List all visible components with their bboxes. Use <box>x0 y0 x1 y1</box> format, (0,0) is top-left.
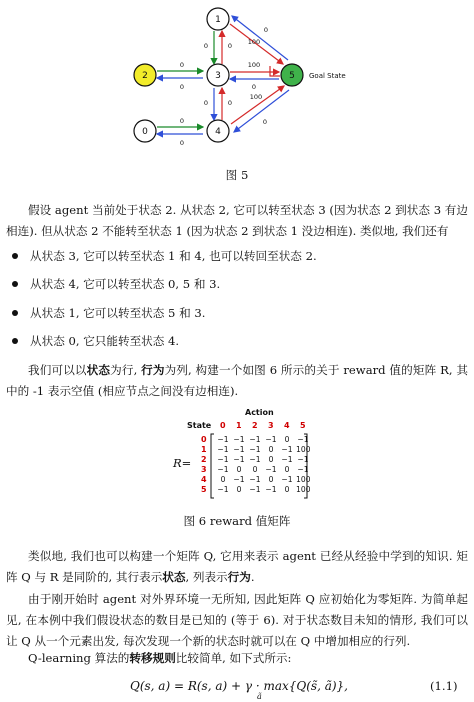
node-label-5: 5 <box>289 71 295 81</box>
bullet-item <box>12 333 179 349</box>
node-label-2: 2 <box>142 71 148 81</box>
matrix-row-label: 1 <box>201 445 207 454</box>
edge-label-3-5: 100 <box>247 61 261 69</box>
para3-text-e: . <box>250 570 255 584</box>
matrix-cell: −1 <box>233 455 245 464</box>
matrix-cell: −1 <box>297 465 309 474</box>
matrix-cell: −1 <box>281 455 293 464</box>
bullet-text: 从状态 0, 它只能转至状态 4. <box>30 334 180 348</box>
node-label-0: 0 <box>142 127 148 137</box>
bullet-item <box>12 276 220 292</box>
equation-number: (1.1) <box>430 679 458 693</box>
bullet-dot <box>12 281 18 287</box>
para5-text-a: Q-learning 算法的 <box>28 651 130 665</box>
para2-keyword-state: 状态 <box>86 363 111 377</box>
matrix-cell: −1 <box>265 435 277 444</box>
para3-keyword-action: 行为 <box>227 570 251 584</box>
matrix-col-label: 4 <box>284 421 290 430</box>
matrix-cell: −1 <box>233 445 245 454</box>
edge-label-4-0: 0 <box>179 139 185 147</box>
matrix-col-label: 2 <box>252 421 258 430</box>
edge-4-5 <box>231 86 284 124</box>
matrix-cell: 100 <box>296 445 311 454</box>
matrix-cell: −1 <box>217 485 229 494</box>
edge-label-5-3: 0 <box>251 83 257 91</box>
matrix-cell: 0 <box>236 485 242 494</box>
edge-label-5-4: 0 <box>262 118 268 126</box>
matrix-cell: −1 <box>249 435 261 444</box>
paragraph-5 <box>6 648 468 669</box>
matrix-cell: 0 <box>252 465 258 474</box>
paragraph-1-text: 假设 agent 当前处于状态 2. 从状态 2, 它可以转至状态 3 (因为状态 2 到状态 3 有边相连). 但从状态 2 不能转至状态 1 (因为状态 2 到状态 1 没边相连). 类似地, 我们还有 <box>6 203 468 238</box>
q-update-formula: Q(s, a) = R(s, a) + γ · max{Q(s̃, ã)}, <box>130 679 348 693</box>
matrix-row-label: 2 <box>201 455 207 464</box>
matrix-col-label: 1 <box>236 421 242 430</box>
paragraph-4-text: 由于刚开始时 agent 对外界环境一无所知, 因此矩阵 Q 应初始化为零矩阵. 为简单起见, 在本例中我们假设状态的数目是已知的 (等于 6). 对于状态数目未知的情形, 我们可以让 Q 从一个元素出发, 每次发现一个新的状态时就可以在 Q 中增加相应的行列. <box>6 592 468 648</box>
formula-subscript: ã <box>257 692 262 701</box>
matrix-cell: −1 <box>265 485 277 494</box>
state-header: State <box>187 421 212 430</box>
matrix-cell: 0 <box>284 485 290 494</box>
matrix-cell: −1 <box>249 445 261 454</box>
matrix-cell: −1 <box>217 465 229 474</box>
edge-label-0-4: 0 <box>179 117 185 125</box>
reward-matrix <box>0 404 474 504</box>
para2-text-a: 我们可以以 <box>28 363 87 377</box>
matrix-cell: 0 <box>284 465 290 474</box>
edge-label-3-4: 0 <box>203 99 209 107</box>
bullet-text: 从状态 3, 它可以转至状态 1 和 4, 也可以转回至状态 2. <box>30 249 317 263</box>
para3-text-a: 类似地, 我们也可以构建一个矩阵 Q, 它用来表示 agent 已经从经验中学到的知识. 矩阵 Q 与 R 是同阶的, 其行表示 <box>6 549 468 584</box>
matrix-cell: −1 <box>217 455 229 464</box>
edge-label-4-5: 100 <box>249 93 263 101</box>
edge-label-1-3: 0 <box>203 42 209 50</box>
matrix-cell: −1 <box>265 465 277 474</box>
matrix-cell: −1 <box>233 475 245 484</box>
matrix-cell: −1 <box>281 475 293 484</box>
paragraph-1 <box>6 200 468 242</box>
matrix-cell: −1 <box>217 435 229 444</box>
matrix-col-label: 3 <box>268 421 274 430</box>
state-graph <box>0 0 474 160</box>
matrix-col-label: 0 <box>220 421 226 430</box>
r-equals-label: R= <box>173 456 192 470</box>
matrix-row-label: 3 <box>201 465 207 474</box>
paragraph-3 <box>6 546 468 588</box>
bullet-text: 从状态 1, 它可以转至状态 5 和 3. <box>30 306 206 320</box>
matrix-col-label: 5 <box>300 421 306 430</box>
edge-label-2-3: 0 <box>179 61 185 69</box>
paragraph-4 <box>6 589 468 652</box>
bullet-item <box>12 248 317 264</box>
action-header: Action <box>245 408 274 417</box>
matrix-cell: −1 <box>249 455 261 464</box>
para5-text-c: 比较简单, 如下式所示: <box>175 651 292 665</box>
matrix-cell: 0 <box>236 465 242 474</box>
goal-state-label: Goal State <box>309 72 346 80</box>
node-label-4: 4 <box>215 127 221 137</box>
para3-text-c: , 列表示 <box>185 570 228 584</box>
matrix-row-label: 0 <box>201 435 207 444</box>
matrix-cell: −1 <box>217 445 229 454</box>
matrix-cell: 0 <box>268 475 274 484</box>
matrix-cell: 0 <box>284 435 290 444</box>
matrix-cell: −1 <box>297 435 309 444</box>
para2-text-e: 为列, 构建一个如图 6 所示的关于 reward 值的矩阵 R, 其中的 -1 表示空值 (相应节点之间没有边相连). <box>6 363 468 398</box>
para2-text-c: 为行, <box>110 363 142 377</box>
bullet-item <box>12 305 205 321</box>
para2-keyword-action: 行为 <box>141 363 165 377</box>
bullet-dot <box>12 310 18 316</box>
figure-5-caption: 图 5 <box>225 168 249 182</box>
edge-label-4-3: 0 <box>227 99 233 107</box>
bullet-dot <box>12 253 18 259</box>
edge-label-5-1: 100 <box>247 38 261 46</box>
matrix-cell: 0 <box>268 455 274 464</box>
matrix-cell: −1 <box>249 485 261 494</box>
matrix-row-label: 5 <box>201 485 207 494</box>
paragraph-2 <box>6 360 468 402</box>
edge-label-1-5: 0 <box>263 26 269 34</box>
edge-5-5-loop <box>270 66 280 76</box>
bullet-dot <box>12 338 18 344</box>
edge-label-3-2: 0 <box>179 83 185 91</box>
matrix-cell: −1 <box>281 445 293 454</box>
matrix-cell: −1 <box>249 475 261 484</box>
edge-label-3-1: 0 <box>227 42 233 50</box>
node-label-1: 1 <box>215 15 221 25</box>
para5-keyword-rule: 转移规则 <box>129 651 176 665</box>
figure-6-caption: 图 6 reward 值矩阵 <box>183 514 291 528</box>
matrix-row-label: 4 <box>201 475 207 484</box>
matrix-cell: 100 <box>296 475 311 484</box>
node-label-3: 3 <box>215 71 221 81</box>
bullet-text: 从状态 4, 它可以转至状态 0, 5 和 3. <box>30 277 221 291</box>
matrix-cell: 0 <box>220 475 226 484</box>
matrix-cell: −1 <box>297 455 309 464</box>
matrix-cell: 100 <box>296 485 311 494</box>
para3-keyword-state: 状态 <box>162 570 186 584</box>
matrix-cell: 0 <box>268 445 274 454</box>
matrix-cell: −1 <box>233 435 245 444</box>
